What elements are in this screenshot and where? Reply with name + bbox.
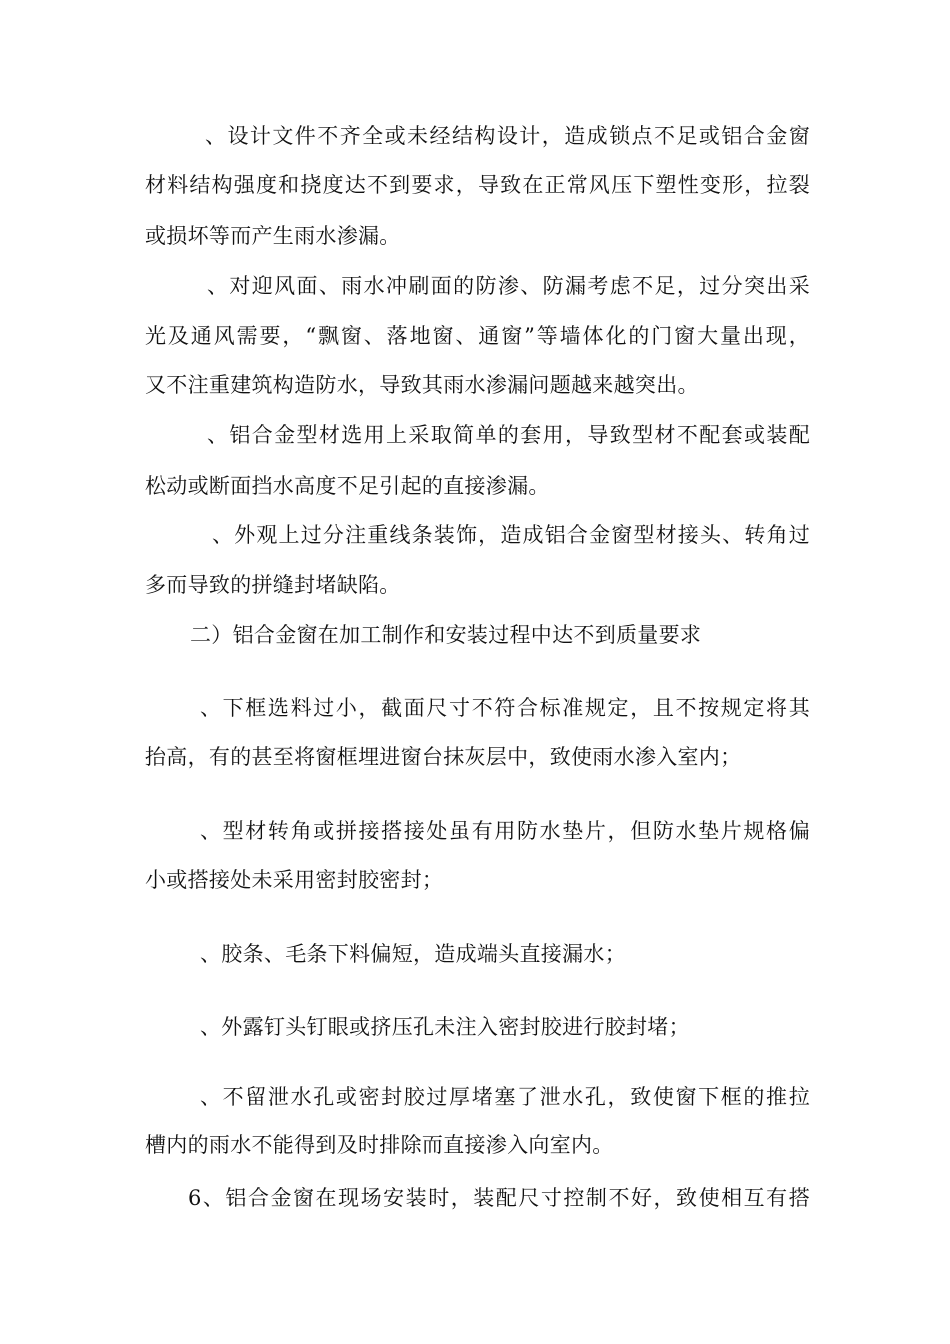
paragraph-11-line-1: 6、铝合金窗在现场安装时，装配尺寸控制不好，致使相互有搭 [188, 1186, 810, 1210]
paragraph-7-line-1: 、型材转角或拼接搭接处虽有用防水垫片，但防水垫片规格偏 [200, 819, 810, 843]
paragraph-4-line-2: 多而导致的拼缝封堵缺陷。 [145, 573, 401, 597]
paragraph-2-line-1: 、对迎风面、雨水冲刷面的防渗、防漏考虑不足，过分突出采 [207, 274, 810, 298]
paragraph-6-line-1: 、下框选料过小，截面尺寸不符合标准规定，且不按规定将其 [200, 696, 810, 720]
section-heading: 二）铝合金窗在加工制作和安装过程中达不到质量要求 [190, 623, 702, 647]
paragraph-9-line-1: 、外露钉头钉眼或挤压孔未注入密封胶进行胶封堵； [200, 1015, 690, 1039]
paragraph-3-line-2: 松动或断面挡水高度不足引起的直接渗漏。 [145, 474, 550, 498]
paragraph-8-line-1: 、胶条、毛条下料偏短，造成端头直接漏水； [200, 942, 626, 966]
paragraph-2-line-3: 又不注重建筑构造防水，导致其雨水渗漏问题越来越突出。 [145, 373, 699, 397]
paragraph-7-line-2: 小或搭接处未采用密封胶密封； [145, 868, 444, 892]
paragraph-2-line-2: 光及通风需要，“飘窗、落地窗、通窗”等墙体化的门窗大量出现， [145, 324, 810, 348]
paragraph-4-line-1: 、外观上过分注重线条装饰，造成铝合金窗型材接头、转角过 [212, 523, 810, 547]
paragraph-10-line-1: 、不留泄水孔或密封胶过厚堵塞了泄水孔，致使窗下框的推拉 [200, 1085, 810, 1109]
paragraph-1-line-3: 或损坏等而产生雨水渗漏。 [145, 224, 401, 248]
paragraph-3-line-1: 、铝合金型材选用上采取简单的套用，导致型材不配套或装配 [207, 423, 810, 447]
paragraph-1-line-1: 、设计文件不齐全或未经结构设计，造成锁点不足或铝合金窗 [205, 124, 810, 148]
paragraph-1-line-2: 材料结构强度和挠度达不到要求，导致在正常风压下塑性变形，拉裂 [145, 173, 810, 197]
paragraph-6-line-2: 抬高，有的甚至将窗框埋进窗台抹灰层中，致使雨水渗入室内； [145, 745, 742, 769]
paragraph-10-line-2: 槽内的雨水不能得到及时排除而直接渗入向室内。 [145, 1133, 614, 1157]
